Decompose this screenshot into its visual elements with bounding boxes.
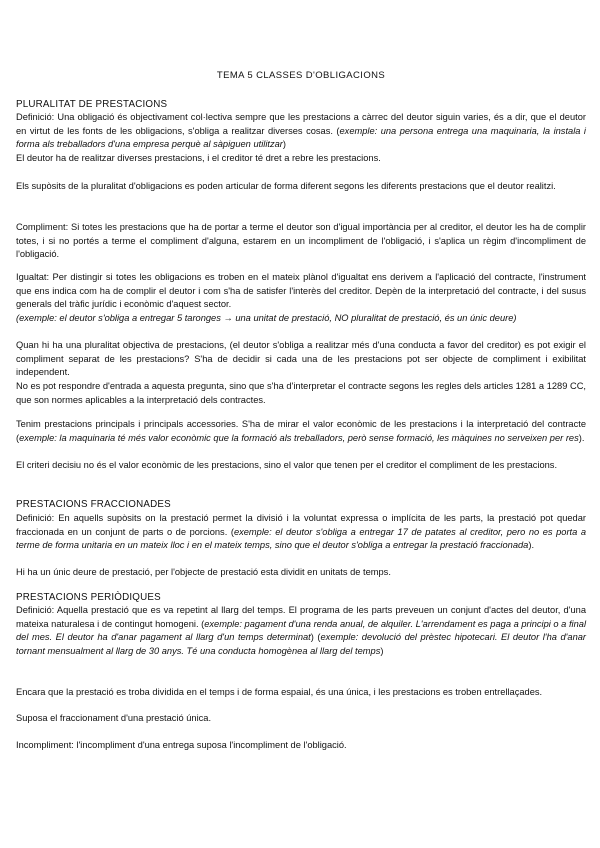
paragraph: Quan hi ha una pluralitat objectiva de prestacions, (el deutor s'obliga a realitzar més d'una conducta a favor del creditor) es pot exigir el compliment separat de les prestacions? S'ha de decidir si cada una de les prestacions pot ser objecte de compliment i exibilitat independent. [16,340,586,378]
document-title: TEMA 5 CLASSES D'OBLIGACIONS [216,70,386,81]
example-text: exemple: la maquinaria té més valor econòmic que la formació als treballadors, però sense formació, les màquines no serveixen per res [19,432,579,443]
example-text: exemple: el deutor s'obliga a entregar 17 de patates al creditor, pero no es porta a terme de forma unitaria en un mateix lloc i en el mateix temps, sino que el deutor s'obliga a entregar la prestació fraccionada [16,526,587,551]
definition-fraccionades [16,512,586,553]
section-heading-pluralitat: PLURALITAT DE PRESTACIONS [16,99,168,110]
paragraph: Encara que la prestació es troba dividida en el temps i de forma espaial, és una única, i les prestacions es troben entrellaçades. [16,687,543,697]
example-text: (exemple: el deutor s'obliga a entregar 5 taronges → una unitat de prestació, NO pluralitat de prestació, és un únic deure) [16,313,517,323]
paragraph: El criteri decisiu no és el valor econòmic de les prestacions, sino el valor que tenen per el creditor el compliment de les prestacions. [16,460,558,470]
paragraph: Hi ha un únic deure de prestació, per l'objecte de prestació esta dividit en unitats de temps. [16,567,391,577]
paragraph [16,418,586,445]
paragraph-compliment: Compliment: Si totes les prestacions que ha de portar a terme el deutor son d'igual importància per al creditor, el deutor les ha de complir totes, i si no portés a terme el compliment d'alguna, estarem en un incompliment de l'obligació, i s'aplica un règim d'incompliment de l'obligació. [16,222,586,260]
definition-text: Definició: Aquella prestació que es va repetint al llarg del temps. El programa de les parts preveuen un conjunt d'actes del deutor, d'una mateixa naturalesa i de contingut homogeni. ( [16,605,586,629]
definition-text: Definició: Una obligació és objectivament col·lectiva sempre que les prestacions a càrrec del deutor siguin varies, és a dir, que el deutor en virtut de les fonts de les obligacions, s'obliga a realitzar diverses cosas. ( [16,112,586,136]
paragraph: No es pot respondre d'entrada a aquesta pregunta, sino que s'ha d'interpretar el contracte segons les regles dels articles 1281 a 1289 CC, que son normes aplicables a la interpretació dels contractes. [16,381,586,405]
paren-close: ) [282,139,286,150]
paragraph-text: Tenim prestacions principals i principals accessories. S'ha de mirar el valor econòmic de les prestacions i la interpretació del contracte ( [16,419,586,443]
example-line [16,312,586,326]
example-text: exemple: devolució del prèstec hipotecari. El deutor l'ha d'anar tornant mensualment al llarg de 30 anys. Té una conducta homogènea al llarg del temps [16,632,587,656]
paragraph: Suposa el fraccionament d'una prestació única. [16,713,212,723]
paren-close: ). [528,540,535,551]
paragraph: El deutor ha de realitzar diverses prestacions, i el creditor té dret a rebre les prestacions. [16,153,381,163]
paren-close: ) [380,645,384,656]
paragraph: Els supòsits de la pluralitat d'obligacions es poden articular de forma diferent segons les diferents prestacions que el deutor realitzi. [16,181,556,191]
paren-separator: ) ( [310,632,321,643]
definition-pluralitat [16,111,586,152]
paren-close: ). [578,432,585,443]
paragraph-igualtat: Igualtat: Per distingir si totes les obligacions es troben en el mateix plànol d'igualtat ens derivem a l'aplicació del contracte, l'instrument que ens indica com ha de complir el deutor i com s'ha de satisfer l'interès del creditor. Depèn de la interpretació del contracte, i del susus generals del tràfic jurídic i econòmic d'aquest sector. [16,272,586,310]
section-heading-fraccionades: PRESTACIONS FRACCIONADES [16,499,171,510]
definition-text: Definició: En aquells supòsits on la prestació permet la divisió i la voluntat expressa o implícita de les parts, la prestació pot quedar fraccionada en un conjunt de parts o de porcions. ( [16,513,586,537]
example-text: exemple: pagament d'una renda anual, de alquiler. L'arrendament es paga a principi o a final del mes. El deutor ha d'anar pagament al llarg d'un temps determinat [16,618,587,643]
section-heading-periodiques: PRESTACIONS PERIÒDIQUES [16,592,161,603]
paragraph-incompliment: Incompliment: l'incompliment d'una entrega suposa l'incompliment de l'obligació. [16,740,347,750]
example-text: exemple: una persona entrega una maquinaria, la instala i forma als treballadors d'una empresa perquè al sàpiguen utilitzar [16,125,586,150]
definition-periodiques [16,604,586,658]
